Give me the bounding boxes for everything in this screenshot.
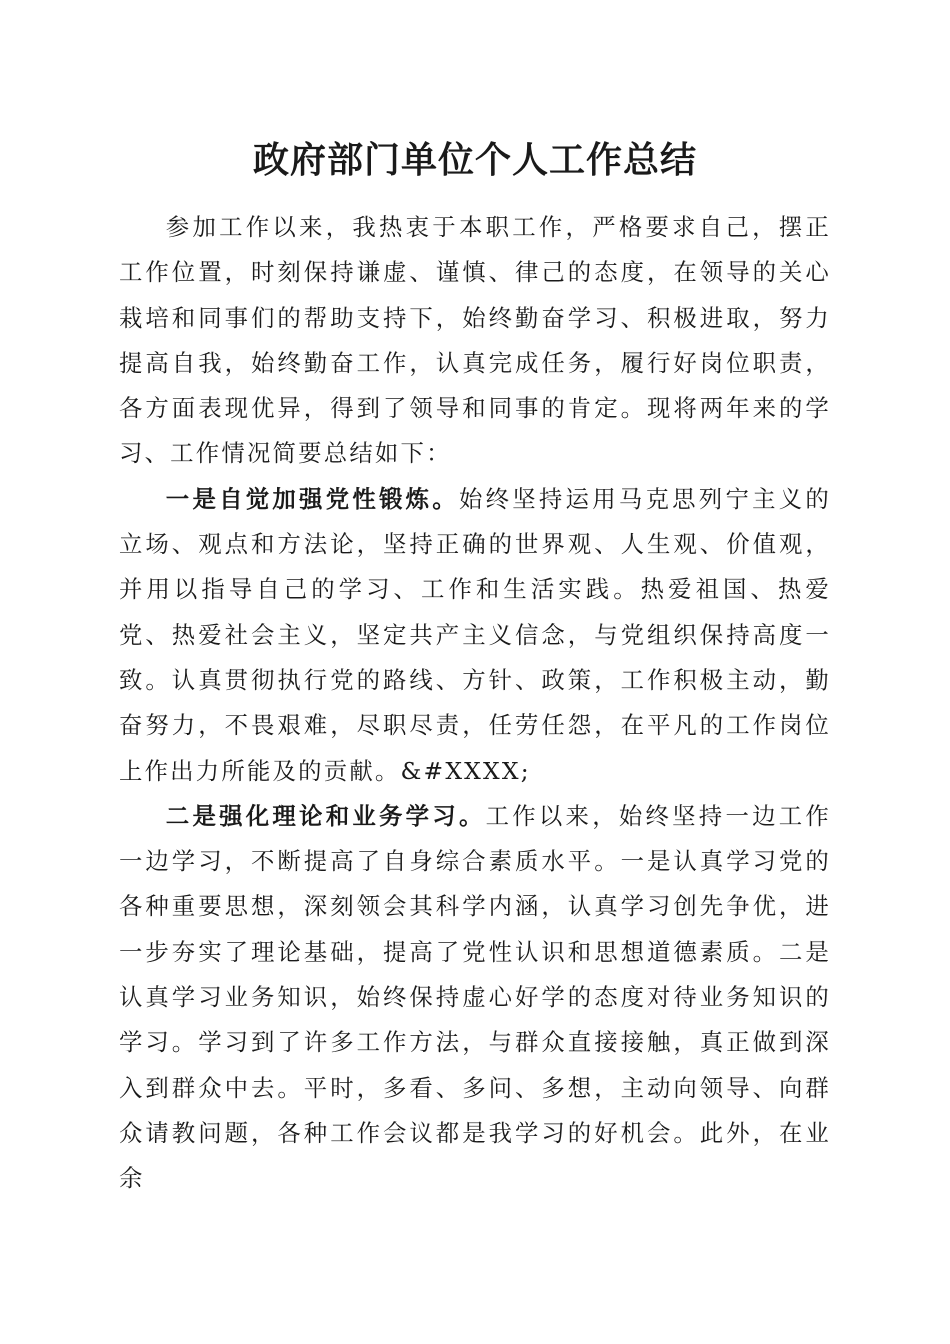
paragraph-text: 始终坚持运用马克思列宁主义的立场、观点和方法论，坚持正确的世界观、人生观、价值观，并用以指导自己的学习、工作和生活实践。热爱祖国、热爱党、热爱社会主义，坚定共产主义信念，与党组织保持高度一致。认真贯彻执行党的路线、方针、政策，工作积极主动，勤奋努力，不畏艰难，尽职尽责，任劳任怨，在平凡的工作岗位上作出力所能及的贡献。&#XXXX;	[119, 484, 831, 785]
document-title: 政府部门单位个人工作总结	[252, 139, 697, 181]
paragraph-lead: 一是自觉加强党性锻炼。	[165, 484, 459, 513]
paragraph-intro	[119, 205, 831, 477]
paragraph-text: 参加工作以来，我热衷于本职工作，严格要求自己，摆正工作位置，时刻保持谦虚、谨慎、律己的态度，在领导的关心栽培和同事们的帮助支持下，始终勤奋学习、积极进取，努力提高自我，始终勤奋工作，认真完成任务，履行好岗位职责，各方面表现优异，得到了领导和同事的肯定。现将两年来的学习、工作情况简要总结如下：	[119, 213, 831, 468]
paragraph-text: 工作以来，始终坚持一边工作一边学习，不断提高了自身综合素质水平。一是认真学习党的各种重要思想，深刻领会其科学内涵，认真学习创先争优，进一步夯实了理论基础，提高了党性认识和思想道德素质。二是认真学习业务知识，始终保持虚心好学的态度对待业务知识的学习。学习到了许多工作方法，与群众直接接触，真正做到深入到群众中去。平时，多看、多问、多想，主动向领导、向群众请教问题，各种工作会议都是我学习的好机会。此外，在业余	[119, 801, 831, 1193]
paragraph-study	[119, 794, 831, 1202]
document-body	[119, 205, 831, 1202]
paragraph-lead: 二是强化理论和业务学习。	[165, 801, 486, 830]
paragraph-party-spirit	[119, 477, 831, 794]
